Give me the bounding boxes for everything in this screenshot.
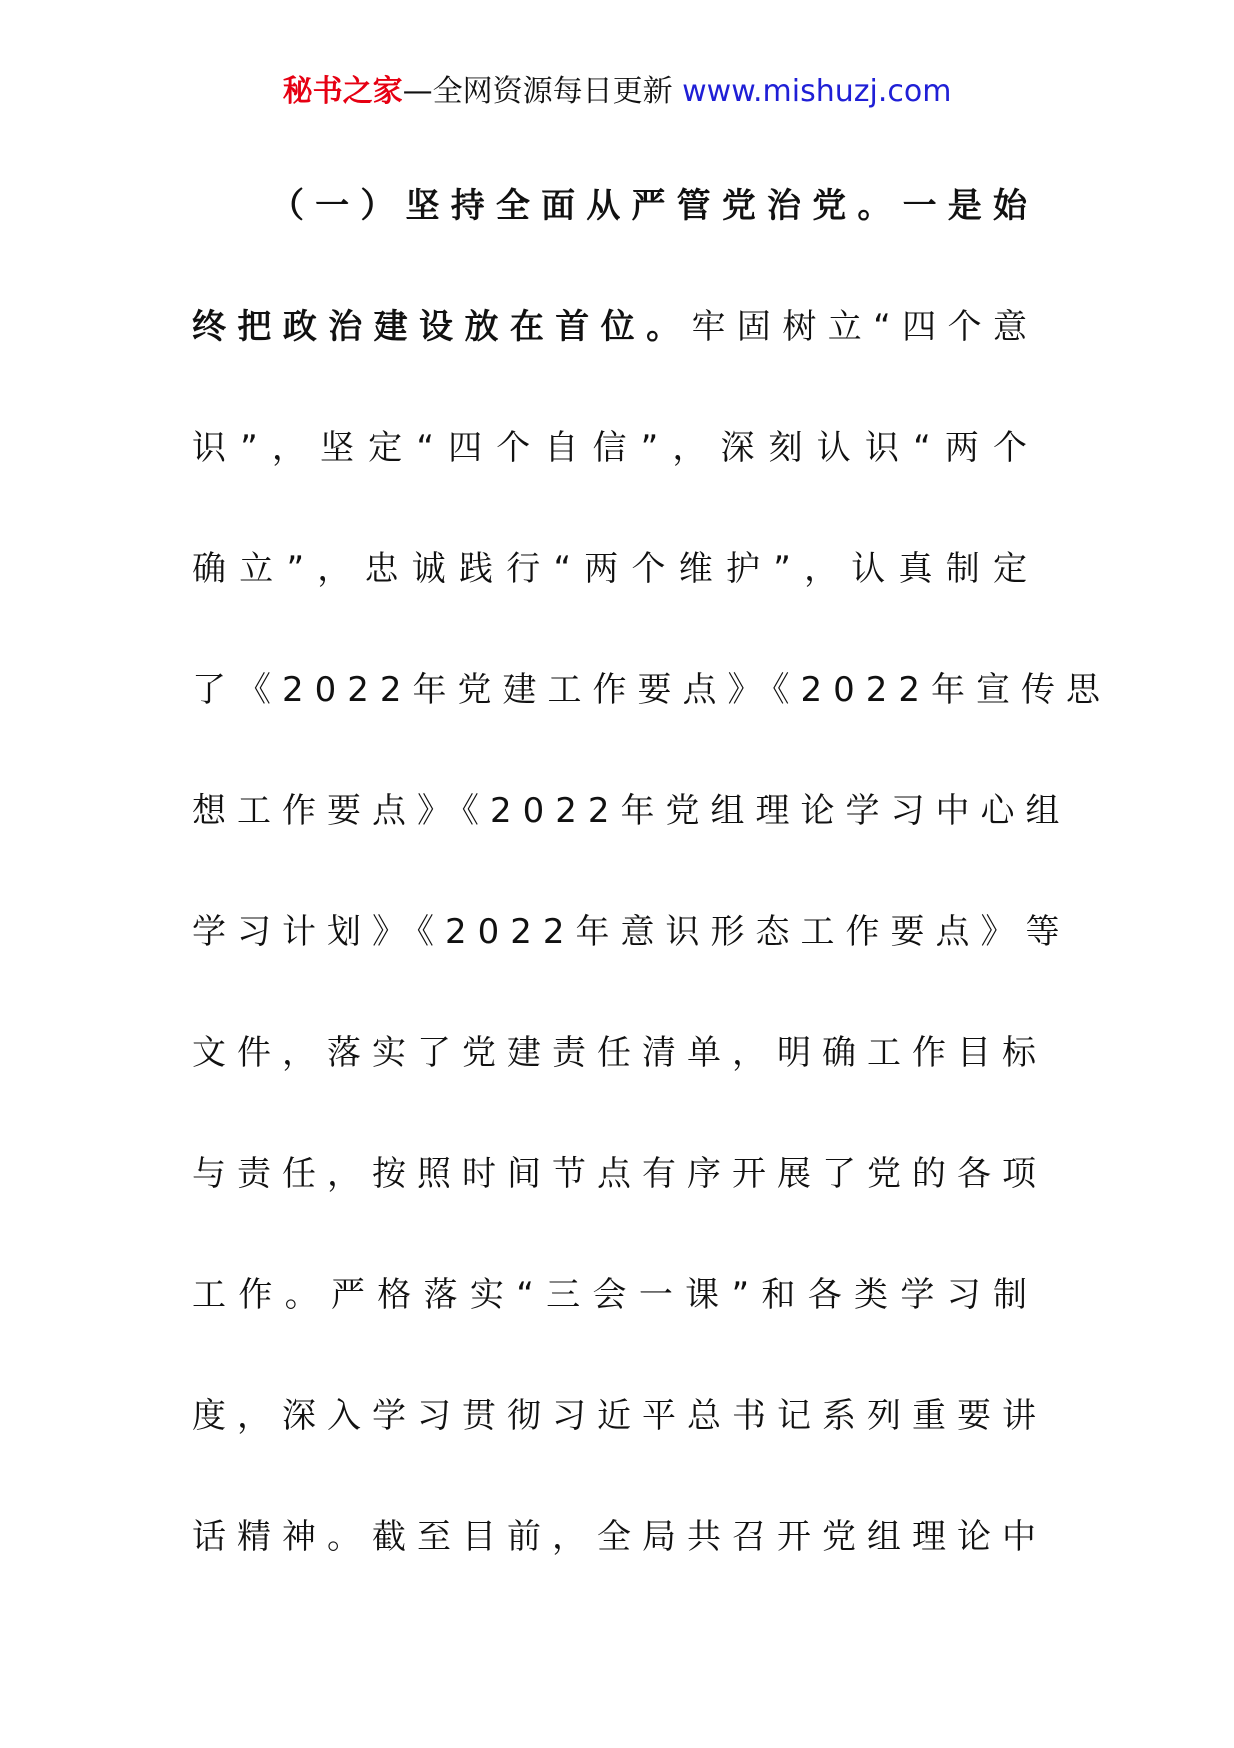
website-link[interactable]: www.mishuzj.com <box>682 74 952 109</box>
text-line-9: 与责任，按照时间节点有序开展了党的各项 <box>192 1154 1047 1194</box>
text-line-8: 文件，落实了党建责任清单，明确工作目标 <box>192 1033 1047 1073</box>
text-line-2: 终把政治建设放在首位。牢固树立“四个意 <box>192 307 1038 347</box>
text-line-6: 想工作要点》《2022年党组理论学习中心组 <box>192 791 1071 831</box>
text-line-12: 话精神。截至目前，全局共召开党组理论中 <box>192 1517 1047 1557</box>
text-line-10: 工作。严格落实“三会一课”和各类学习制 <box>192 1275 1038 1315</box>
bold-lead: 终把政治建设放在首位。 <box>192 307 692 347</box>
text-line-11: 度，深入学习贯彻习近平总书记系列重要讲 <box>192 1396 1047 1436</box>
header-slogan: —全网资源每日更新 <box>402 74 683 109</box>
text-line-3: 识”，坚定“四个自信”，深刻认识“两个 <box>192 428 1038 468</box>
text-line-5: 了《2022年党建工作要点》《2022年宣传思 <box>192 670 1112 710</box>
text-line-7: 学习计划》《2022年意识形态工作要点》等 <box>192 912 1071 952</box>
document-body <box>192 146 1112 1598</box>
text-line-1 <box>192 146 1038 267</box>
section-heading: （一）坚持全面从严管党治党。一是始 <box>270 186 1038 226</box>
page-header <box>0 72 1234 112</box>
text-line-4: 确立”，忠诚践行“两个维护”，认真制定 <box>192 549 1038 589</box>
brand-name: 秘书之家 <box>282 74 403 109</box>
